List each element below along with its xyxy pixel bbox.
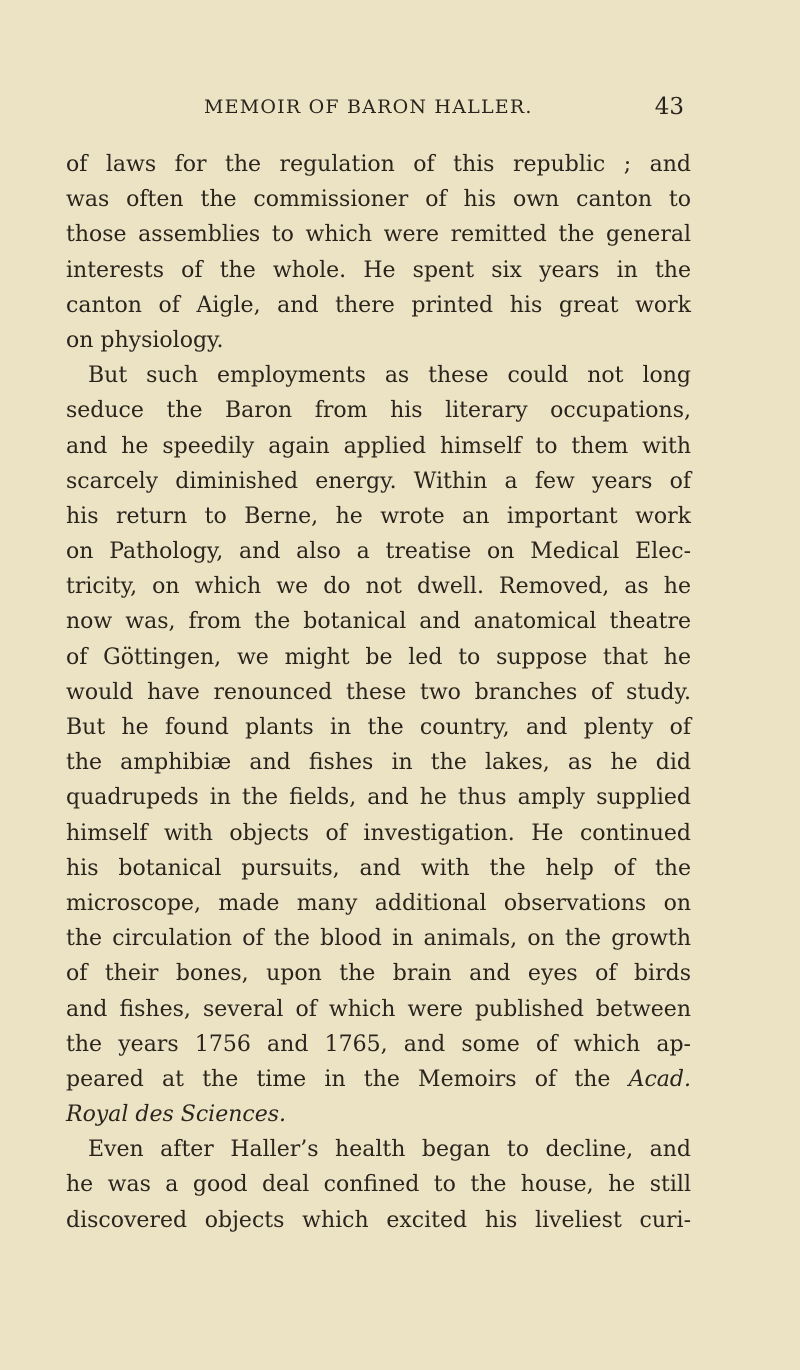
text-line: Royal des Sciences.: [66, 1102, 287, 1128]
page-number: 43: [654, 94, 684, 120]
text-line: discovered objects which excited his liveliest curi-: [66, 1207, 691, 1233]
body-text: [66, 147, 691, 1238]
text-line: seduce the Baron from his literary occupations,: [66, 398, 691, 424]
text-line: on physiology.: [66, 327, 224, 353]
text-line: those assemblies to which were remitted the general: [66, 222, 691, 248]
text-line: himself with objects of investigation. He continued: [66, 820, 691, 846]
text-line: interests of the whole. He spent six years in the: [66, 257, 691, 283]
text-line: his botanical pursuits, and with the help of the: [66, 855, 691, 881]
text-line: the circulation of the blood in animals, on the growth: [66, 926, 691, 952]
text-line: now was, from the botanical and anatomical theatre: [66, 609, 691, 635]
text-line: tricity, on which we do not dwell. Removed, as he: [66, 574, 691, 600]
text-line: on Pathology, and also a treatise on Medical Elec-: [66, 539, 691, 565]
text-line: scarcely diminished energy. Within a few years of: [66, 468, 691, 494]
text-line: of laws for the regulation of this republic ; and: [66, 152, 691, 177]
text-line: and fishes, several of which were published between: [66, 996, 691, 1022]
text-fragment: peared at the time in the Memoirs of the: [66, 1066, 611, 1092]
text-line: Even after Haller’s health began to decline, and: [88, 1137, 691, 1163]
text-line: he was a good deal confined to the house, he still: [66, 1172, 691, 1198]
text-line: But such employments as these could not long: [88, 363, 691, 389]
text-line: and he speedily again applied himself to them with: [66, 433, 691, 459]
text-line: of Göttingen, we might be led to suppose that he: [66, 644, 691, 670]
running-title: MEMOIR OF BARON HALLER.: [204, 96, 533, 118]
text-line: the amphibiæ and fishes in the lakes, as he did: [66, 750, 691, 776]
text-line: his return to Berne, he wrote an important work: [66, 503, 691, 529]
text-line: microscope, made many additional observations on: [66, 890, 691, 916]
text-line: was often the commissioner of his own canton to: [66, 187, 691, 213]
italic-fragment: Acad.: [628, 1066, 691, 1092]
text-line: But he found plants in the country, and plenty of: [66, 715, 691, 740]
text-line: the years 1756 and 1765, and some of which ap-: [66, 1031, 691, 1057]
text-line: canton of Aigle, and there printed his great work: [66, 292, 691, 318]
page-header: [204, 96, 684, 126]
text-line: would have renounced these two branches of study.: [66, 679, 691, 705]
text-line: [66, 1062, 691, 1097]
text-line: quadrupeds in the fields, and he thus amply supplied: [66, 785, 691, 811]
text-line: of their bones, upon the brain and eyes of birds: [66, 961, 691, 987]
